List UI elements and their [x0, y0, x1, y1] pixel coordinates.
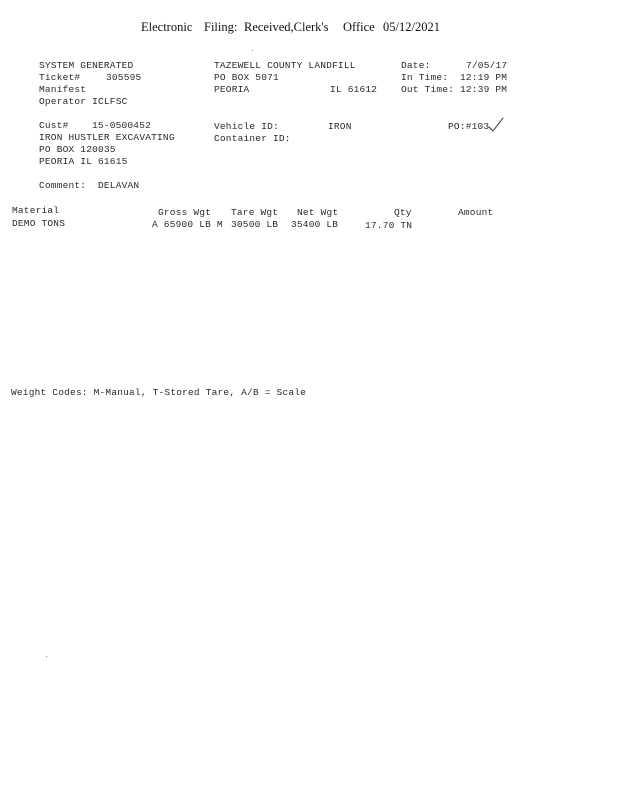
- scan-speck: [46, 656, 47, 657]
- checkmark-icon: [488, 117, 504, 133]
- customer-po-box: PO BOX 120035: [39, 144, 116, 155]
- comment-value: DELAVAN: [98, 180, 140, 191]
- landfill-po-box: PO BOX 5071: [214, 72, 279, 83]
- date-value: 7/05/17: [466, 60, 508, 71]
- cust-number: 15-0500452: [92, 120, 152, 131]
- col-net: Net Wgt: [297, 207, 339, 218]
- row-qty: 17.70 TN: [365, 220, 413, 231]
- col-tare: Tare Wgt: [231, 207, 279, 218]
- header-date: 05/12/2021: [383, 20, 440, 34]
- row-net: 35400 LB: [291, 219, 339, 230]
- weight-codes: Weight Codes: M-Manual, T-Stored Tare, A/B = Scale: [11, 387, 307, 398]
- manifest-label: Manifest: [39, 84, 87, 95]
- header-filing: Filing:: [204, 20, 238, 34]
- in-time-value: 12:19 PM: [460, 72, 508, 83]
- operator: Operator ICLFSC: [39, 96, 128, 107]
- col-material: Material: [12, 205, 60, 216]
- col-amount: Amount: [458, 207, 494, 218]
- comment-label: Comment:: [39, 180, 87, 191]
- ticket-label: Ticket#: [39, 72, 81, 83]
- customer-name: IRON HUSTLER EXCAVATING: [39, 132, 175, 143]
- landfill-state-zip: IL 61612: [330, 84, 378, 95]
- cust-label: Cust#: [39, 120, 69, 131]
- customer-city: PEORIA IL 61615: [39, 156, 128, 167]
- header-electronic: Electronic: [141, 20, 193, 34]
- date-label: Date:: [401, 60, 431, 71]
- scan-speck: [252, 50, 253, 51]
- header-office: Office: [343, 20, 375, 34]
- landfill-city: PEORIA: [214, 84, 250, 95]
- vehicle-value: IRON: [328, 121, 352, 132]
- row-tare: 30500 LB: [231, 219, 279, 230]
- row-gross: A 65900 LB M: [152, 219, 223, 230]
- ticket-number: 305595: [106, 72, 142, 83]
- header-received: Received,Clerk's: [244, 20, 329, 34]
- in-time-label: In Time:: [401, 72, 449, 83]
- system-generated: SYSTEM GENERATED: [39, 60, 134, 71]
- landfill-name: TAZEWELL COUNTY LANDFILL: [214, 60, 356, 71]
- container-label: Container ID:: [214, 133, 291, 144]
- row-material: DEMO TONS: [12, 218, 66, 229]
- out-time-label: Out Time:: [401, 84, 455, 95]
- vehicle-label: Vehicle ID:: [214, 121, 279, 132]
- col-qty: Qty: [394, 207, 412, 218]
- out-time-value: 12:39 PM: [460, 84, 508, 95]
- po-number: PO:#103: [448, 121, 490, 132]
- col-gross: Gross Wgt: [158, 207, 212, 218]
